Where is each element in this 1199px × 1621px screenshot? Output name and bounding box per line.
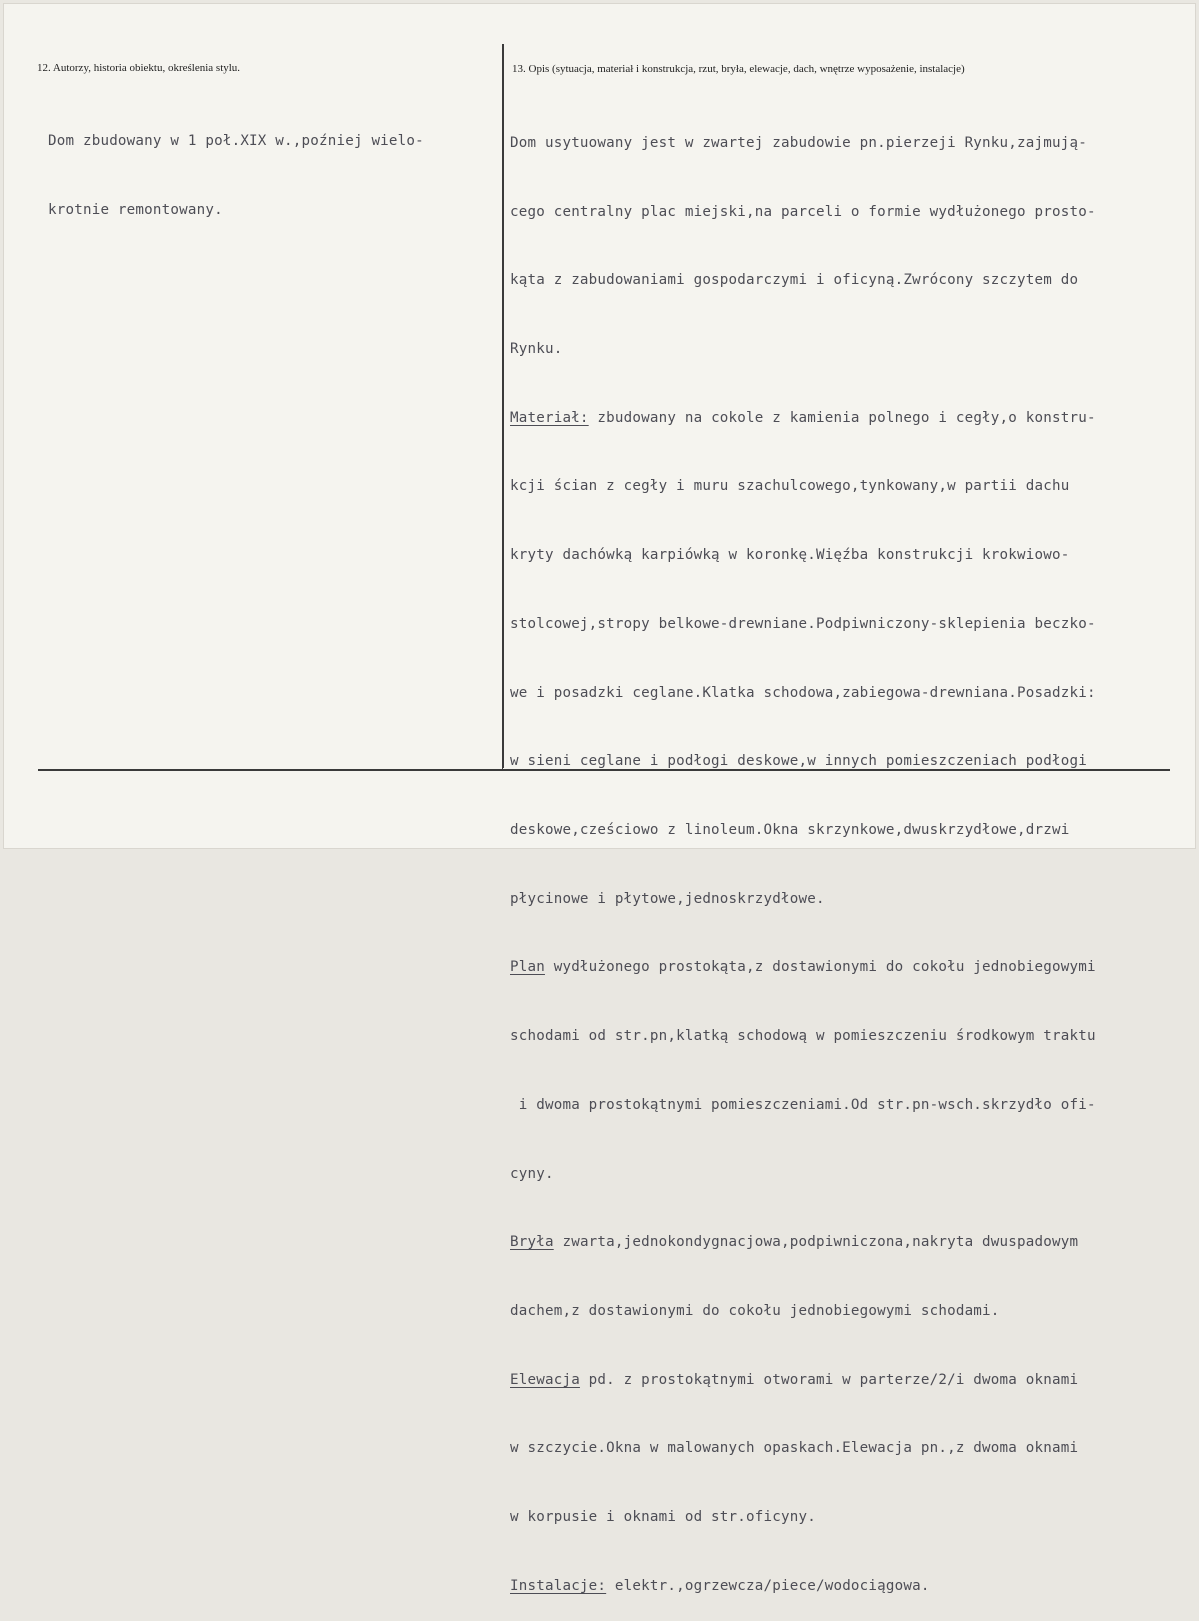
section-12-text: [48, 84, 424, 244]
section-13-line: płycinowe i płytowe,jednoskrzydłowe.: [510, 890, 825, 907]
section-13-line: kąta z zabudowaniami gospodarczymi i oficyną.Zwrócony szczytem do: [510, 272, 1079, 289]
column-divider: [502, 44, 504, 768]
section-13-label: 13. Opis (sytuacja, materiał i konstrukcja, rzut, bryła, elewacje, dach, wnętrze wyposażenie, instalacje): [512, 63, 965, 75]
section-12-line: krotnie remontowany.: [48, 201, 223, 218]
section-13-line: we i posadzki ceglane.Klatka schodowa,zabiegowa-drewniana.Posadzki:: [510, 684, 1096, 701]
section-13-line: w szczycie.Okna w malowanych opaskach.Elewacja pn.,z dwoma oknami: [510, 1440, 1079, 1457]
section-13-line: Plan wydłużonego prostokąta,z dostawionymi do cokołu jednobiegowymi: [510, 959, 1096, 976]
section-13-line: deskowe,cześciowo z linoleum.Okna skrzynkowe,dwuskrzydłowe,drzwi: [510, 822, 1070, 838]
section-13-line: schodami od str.pn,klatką schodową w pomieszczeniu środkowym traktu: [510, 1028, 1096, 1045]
heading-bryla: Bryła: [510, 1234, 554, 1251]
heading-material: Materiał:: [510, 409, 589, 426]
section-13-line: kcji ścian z cegły i muru szachulcowego,tynkowany,w partii dachu: [510, 478, 1070, 495]
section-13-line: cego centralny plac miejski,na parceli o formie wydłużonego prosto-: [510, 203, 1096, 220]
section-13-line: Elewacja pd. z prostokątnymi otworami w parterze/2/i dwoma oknami: [510, 1371, 1079, 1388]
section-13-line: w korpusie i oknami od str.oficyny.: [510, 1509, 816, 1526]
section-13-line: Rynku.: [510, 340, 563, 357]
section-13-line: Instalacje: elektr.,ogrzewcza/piece/wodociągowa.: [510, 1577, 930, 1594]
section-13-line: Materiał: zbudowany na cokole z kamienia polnego i cegły,o konstru-: [510, 409, 1096, 426]
section-13-line: Dom usytuowany jest w zwartej zabudowie pn.pierzeji Rynku,zajmują-: [510, 134, 1087, 151]
section-13-text: [510, 86, 1096, 1621]
column-divider-tick: [502, 755, 503, 769]
section-13-line: cyny.: [510, 1165, 554, 1182]
section-13-line: w sieni ceglane i podłogi deskowe,w innych pomieszczeniach podłogi: [510, 753, 1087, 770]
heading-elewacja: Elewacja: [510, 1371, 580, 1388]
section-13-line: stolcowej,stropy belkowe-drewniane.Podpiwniczony-sklepienia beczko-: [510, 615, 1096, 632]
section-13-line: Bryła zwarta,jednokondygnacjowa,podpiwniczona,nakryta dwuspadowym: [510, 1234, 1079, 1251]
heading-plan: Plan: [510, 959, 545, 976]
section-13-line: kryty dachówką karpiówką w koronkę.Więźba konstrukcji krokwiowo-: [510, 547, 1070, 564]
section-12-line: Dom zbudowany w 1 poł.XIX w.,poźniej wielo-: [48, 132, 424, 149]
section-13-line: i dwoma prostokątnymi pomieszczeniami.Od str.pn-wsch.skrzydło ofi-: [510, 1096, 1096, 1113]
section-12-label: 12. Autorzy, historia obiektu, określenia stylu.: [37, 62, 241, 74]
section-13-line: dachem,z dostawionymi do cokołu jednobiegowymi schodami.: [510, 1303, 1000, 1320]
heading-instalacje: Instalacje:: [510, 1577, 607, 1594]
